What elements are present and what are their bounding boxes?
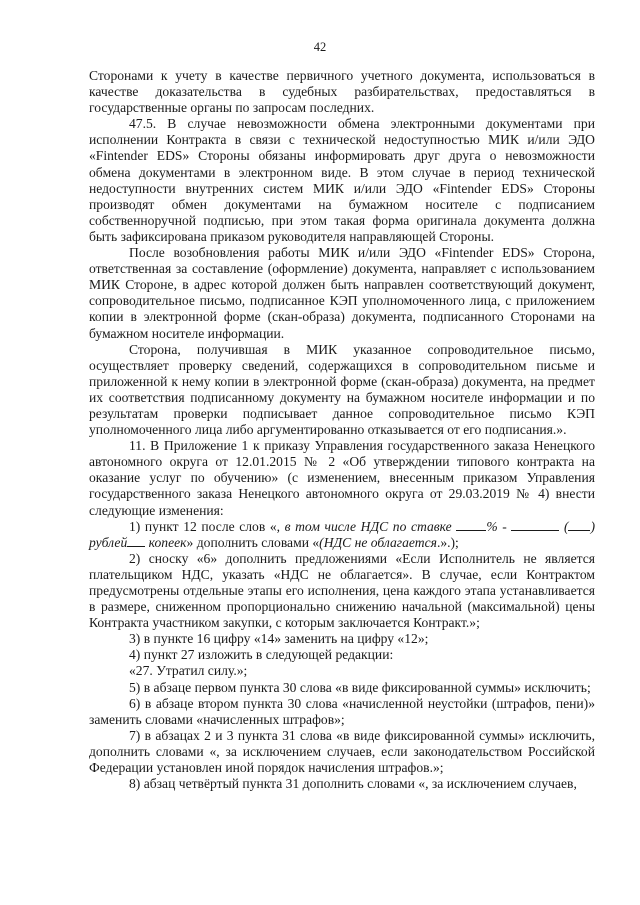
paragraph: Сторона, получившая в МИК указанное сопроводительное письмо, осуществляет проверку сведений, содержащихся в сопроводительном письме и приложенной к нему копии в электронной форме (скан-образа) документа, на предмет их соответствия подписанному документу на бумажном носителе информации и по результатам проверки подписывает данное сопроводительное письмо КЭП уполномоченного лица либо аргументированно отказывается от его подписания.». [89,341,595,438]
item-1-italic-kopecks: копеек [148,534,187,550]
blank-words [568,519,590,531]
paragraph-item-4-text: «27. Утратил силу.»; [129,663,248,679]
paragraph-item-7: 7) в абзацах 2 и 3 пункта 31 слова «в виде фиксированной суммы» исключить, дополнить словами «, за исключением случаев, если законодательством Российской Федерации установлен иной порядок начисления штрафов.»; [89,727,595,776]
page-number: 42 [313,40,327,54]
item-1-italic-percent: % - [486,518,507,534]
item-1-text: 1) пункт 12 после слов «, [129,518,285,534]
item-1-italic-vat: в том числе НДС по ставке [284,518,452,534]
item-1-paren-open: ( [563,518,569,534]
paragraph-item-2: 2) сноску «6» дополнить предложениями «Если Исполнитель не является плательщиком НДС, указать «НДС не облагается». В случае, если Контрактом предусмотрены отдельные этапы его исполнения, цена каждого этапа устанавливается в размере, сниженном пропорционально снижению начальной (максимальной) цены Контракта участником закупки, с которым заключается Контракт.»; [89,550,595,631]
paragraph: 11. В Приложение 1 к приказу Управления государственного заказа Ненецкого автономного округа от 12.01.2015 № 2 «Об утверждении типового контракта на оказание услуг по обучению» (с изменением, внесенным приказом Управления государственного заказа Ненецкого автономного округа от 29.03.2019 № 4) внести следующие изменения: [89,438,595,518]
blank-rate [456,519,486,531]
paragraph-item-8: 8) абзац четвёртый пункта 31 дополнить словами «, за исключением случаев, [129,776,577,792]
blank-kopecks [127,535,145,547]
item-1-text-2: » дополнить словами « [186,534,320,550]
blank-amount [511,519,559,531]
paragraph: После возобновления работы МИК и/или ЭДО «Fintender EDS» Сторона, ответственная за составление (оформление) документа, направляет с использованием МИК Стороне, в адрес которой должен быть направлен соответствующий документ, сопроводительное письмо, подписанное КЭП уполномоченного лица, с приложением копии в электронной форме (скан-образа) документа, подписанного Сторонами на бумажном носителе информации. [89,245,595,341]
document-body [89,68,595,792]
item-1-paren-close: ) [590,518,596,534]
item-1-italic-rubles: рублей [89,534,128,550]
paragraph: 47.5. В случае невозможности обмена электронными документами при исполнении Контракта в связи с технической недоступностью МИК и/или ЭДО «Fintender EDS» Стороны обязаны информировать друг друга о невозможности обмена документами в электронном виде. В этом случае в период технической недоступности внутренних систем МИК и/или ЭДО «Fintender EDS» Стороны производят обмен документами на бумажном носителе с подписанием собственноручной подписью, при этом такая форма оригинала документа должна быть зафиксирована приказом руководителя направляющей Стороны. [89,116,595,244]
item-1-text-3: .».); [436,534,459,550]
paragraph-item-6: 6) в абзаце втором пункта 30 слова «начисленной неустойки (штрафов, пени)» заменить словами «начисленных штрафов»; [89,695,595,727]
paragraph-item-1 [89,519,595,551]
paragraph-item-5: 5) в абзаце первом пункта 30 слова «в виде фиксированной суммы» исключить; [129,679,591,695]
paragraph: Сторонами к учету в качестве первичного учетного документа, использоваться в качестве доказательства в судебных разбирательствах, предоставляться в государственные органы по запросам последних. [89,68,595,116]
paragraph-item-4: 4) пункт 27 изложить в следующей редакции: [129,647,394,663]
item-1-italic-novat: (НДС не облагается [319,534,437,550]
paragraph-item-3: 3) в пункте 16 цифру «14» заменить на цифру «12»; [129,631,429,647]
